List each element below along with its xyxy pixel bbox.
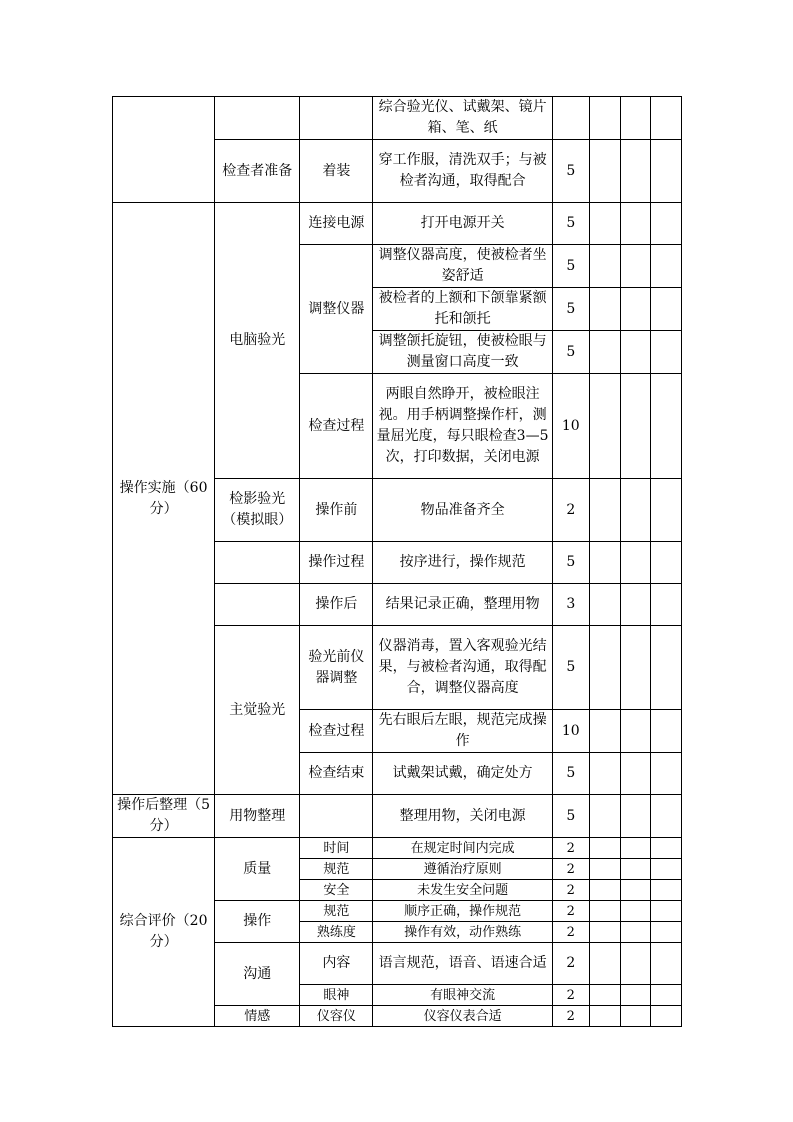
blank-cell [650, 922, 681, 943]
category-cell: 电脑验光 [215, 203, 300, 479]
sub-cell: 操作过程 [300, 542, 373, 584]
sub-cell [300, 97, 373, 140]
blank-cell [650, 859, 681, 880]
blank-cell [589, 542, 620, 584]
blank-cell [589, 288, 620, 331]
item-cell: 综合评价（20分） [113, 838, 215, 1027]
content-cell: 顺序正确，操作规范 [373, 901, 552, 922]
content-cell: 仪容仪表合适 [373, 1006, 552, 1027]
score-cell: 5 [552, 753, 589, 795]
blank-cell [589, 710, 620, 753]
blank-cell [620, 245, 650, 288]
content-cell: 按序进行，操作规范 [373, 542, 552, 584]
blank-cell [620, 626, 650, 710]
blank-cell [589, 374, 620, 479]
blank-cell [589, 795, 620, 838]
sub-cell: 检查结束 [300, 753, 373, 795]
score-cell: 10 [552, 374, 589, 479]
blank-cell [650, 245, 681, 288]
blank-cell [650, 838, 681, 859]
score-cell: 5 [552, 795, 589, 838]
score-cell: 5 [552, 203, 589, 245]
blank-cell [650, 203, 681, 245]
category-cell [215, 584, 300, 626]
content-cell: 未发生安全问题 [373, 880, 552, 901]
blank-cell [650, 880, 681, 901]
content-cell: 有眼神交流 [373, 985, 552, 1006]
blank-cell [620, 288, 650, 331]
content-cell: 调整颌托旋钮，使被检眼与测量窗口高度一致 [373, 331, 552, 374]
score-cell: 5 [552, 140, 589, 203]
score-cell: 2 [552, 880, 589, 901]
score-cell: 5 [552, 245, 589, 288]
blank-cell [620, 479, 650, 542]
category-cell [215, 542, 300, 584]
blank-cell [620, 880, 650, 901]
blank-cell [650, 901, 681, 922]
score-cell: 2 [552, 985, 589, 1006]
blank-cell [620, 97, 650, 140]
blank-cell [589, 97, 620, 140]
content-cell: 打开电源开关 [373, 203, 552, 245]
blank-cell [589, 1006, 620, 1027]
table-row [113, 795, 682, 838]
score-cell: 5 [552, 288, 589, 331]
blank-cell [650, 753, 681, 795]
blank-cell [589, 838, 620, 859]
category-cell: 质量 [215, 838, 300, 901]
blank-cell [589, 985, 620, 1006]
blank-cell [589, 922, 620, 943]
content-cell: 语言规范，语音、语速合适 [373, 943, 552, 985]
blank-cell [650, 542, 681, 584]
blank-cell [589, 901, 620, 922]
content-cell: 调整仪器高度，使被检者坐姿舒适 [373, 245, 552, 288]
sub-cell: 着装 [300, 140, 373, 203]
blank-cell [650, 288, 681, 331]
sub-cell: 操作后 [300, 584, 373, 626]
sub-cell: 规范 [300, 859, 373, 880]
sub-cell: 检查过程 [300, 374, 373, 479]
score-cell: 2 [552, 943, 589, 985]
blank-cell [620, 710, 650, 753]
blank-cell [620, 542, 650, 584]
category-cell [215, 97, 300, 140]
blank-cell [650, 584, 681, 626]
blank-cell [620, 374, 650, 479]
category-cell: 沟通 [215, 943, 300, 1006]
blank-cell [620, 795, 650, 838]
blank-cell [589, 943, 620, 985]
blank-cell [650, 479, 681, 542]
content-cell: 结果记录正确，整理用物 [373, 584, 552, 626]
blank-cell [589, 245, 620, 288]
blank-cell [620, 922, 650, 943]
blank-cell [589, 626, 620, 710]
sub-cell: 安全 [300, 880, 373, 901]
blank-cell [650, 795, 681, 838]
sub-cell: 仪容仪 [300, 1006, 373, 1027]
table-row [113, 203, 682, 245]
sub-cell: 调整仪器 [300, 245, 373, 374]
score-cell: 2 [552, 859, 589, 880]
content-cell: 仪器消毒，置入客观验光结果，与被检者沟通，取得配合，调整仪器高度 [373, 626, 552, 710]
score-cell: 2 [552, 1006, 589, 1027]
blank-cell [589, 584, 620, 626]
blank-cell [620, 584, 650, 626]
blank-cell [620, 753, 650, 795]
blank-cell [589, 859, 620, 880]
blank-cell [589, 203, 620, 245]
score-cell: 5 [552, 626, 589, 710]
blank-cell [620, 838, 650, 859]
blank-cell [620, 943, 650, 985]
blank-cell [620, 859, 650, 880]
content-cell: 综合验光仪、试戴架、镜片箱、笔、纸 [373, 97, 552, 140]
evaluation-table [112, 96, 682, 1027]
content-cell: 试戴架试戴，确定处方 [373, 753, 552, 795]
sub-cell: 检查过程 [300, 710, 373, 753]
blank-cell [620, 331, 650, 374]
blank-cell [650, 943, 681, 985]
content-cell: 被检者的上额和下颌靠紧额托和颌托 [373, 288, 552, 331]
sub-cell [300, 795, 373, 838]
sub-cell: 时间 [300, 838, 373, 859]
blank-cell [650, 331, 681, 374]
sub-cell: 验光前仪器调整 [300, 626, 373, 710]
blank-cell [589, 140, 620, 203]
category-cell: 检影验光（模拟眼） [215, 479, 300, 542]
blank-cell [650, 985, 681, 1006]
item-cell: 操作后整理（5分） [113, 795, 215, 838]
sub-cell: 规范 [300, 901, 373, 922]
sub-cell: 眼神 [300, 985, 373, 1006]
score-cell: 2 [552, 479, 589, 542]
category-cell: 情感 [215, 1006, 300, 1027]
content-cell: 操作有效，动作熟练 [373, 922, 552, 943]
content-cell: 遵循治疗原则 [373, 859, 552, 880]
score-cell: 10 [552, 710, 589, 753]
blank-cell [620, 901, 650, 922]
table-row [113, 838, 682, 859]
sub-cell: 熟练度 [300, 922, 373, 943]
content-cell: 物品准备齐全 [373, 479, 552, 542]
score-cell: 5 [552, 331, 589, 374]
blank-cell [620, 985, 650, 1006]
blank-cell [650, 1006, 681, 1027]
sub-cell: 连接电源 [300, 203, 373, 245]
blank-cell [620, 140, 650, 203]
blank-cell [650, 374, 681, 479]
score-cell: 5 [552, 542, 589, 584]
score-cell [552, 97, 589, 140]
blank-cell [620, 1006, 650, 1027]
content-cell: 两眼自然睁开，被检眼注视。用手柄调整操作杆，测量屈光度，每只眼检查3—5次，打印数据，关闭电源 [373, 374, 552, 479]
content-cell: 穿工作服，清洗双手；与被检者沟通，取得配合 [373, 140, 552, 203]
score-cell: 2 [552, 901, 589, 922]
blank-cell [650, 140, 681, 203]
sub-cell: 操作前 [300, 479, 373, 542]
item-cell: 操作实施（60分） [113, 203, 215, 795]
score-cell: 2 [552, 838, 589, 859]
category-cell: 检查者准备 [215, 140, 300, 203]
content-cell: 先右眼后左眼，规范完成操作 [373, 710, 552, 753]
score-cell: 2 [552, 922, 589, 943]
blank-cell [589, 479, 620, 542]
blank-cell [589, 331, 620, 374]
content-cell: 在规定时间内完成 [373, 838, 552, 859]
sub-cell: 内容 [300, 943, 373, 985]
blank-cell [589, 880, 620, 901]
blank-cell [650, 626, 681, 710]
blank-cell [620, 203, 650, 245]
item-cell [113, 97, 215, 203]
blank-cell [650, 97, 681, 140]
blank-cell [589, 753, 620, 795]
category-cell: 操作 [215, 901, 300, 943]
blank-cell [650, 710, 681, 753]
category-cell: 用物整理 [215, 795, 300, 838]
category-cell: 主觉验光 [215, 626, 300, 795]
table-row [113, 97, 682, 140]
score-cell: 3 [552, 584, 589, 626]
content-cell: 整理用物，关闭电源 [373, 795, 552, 838]
